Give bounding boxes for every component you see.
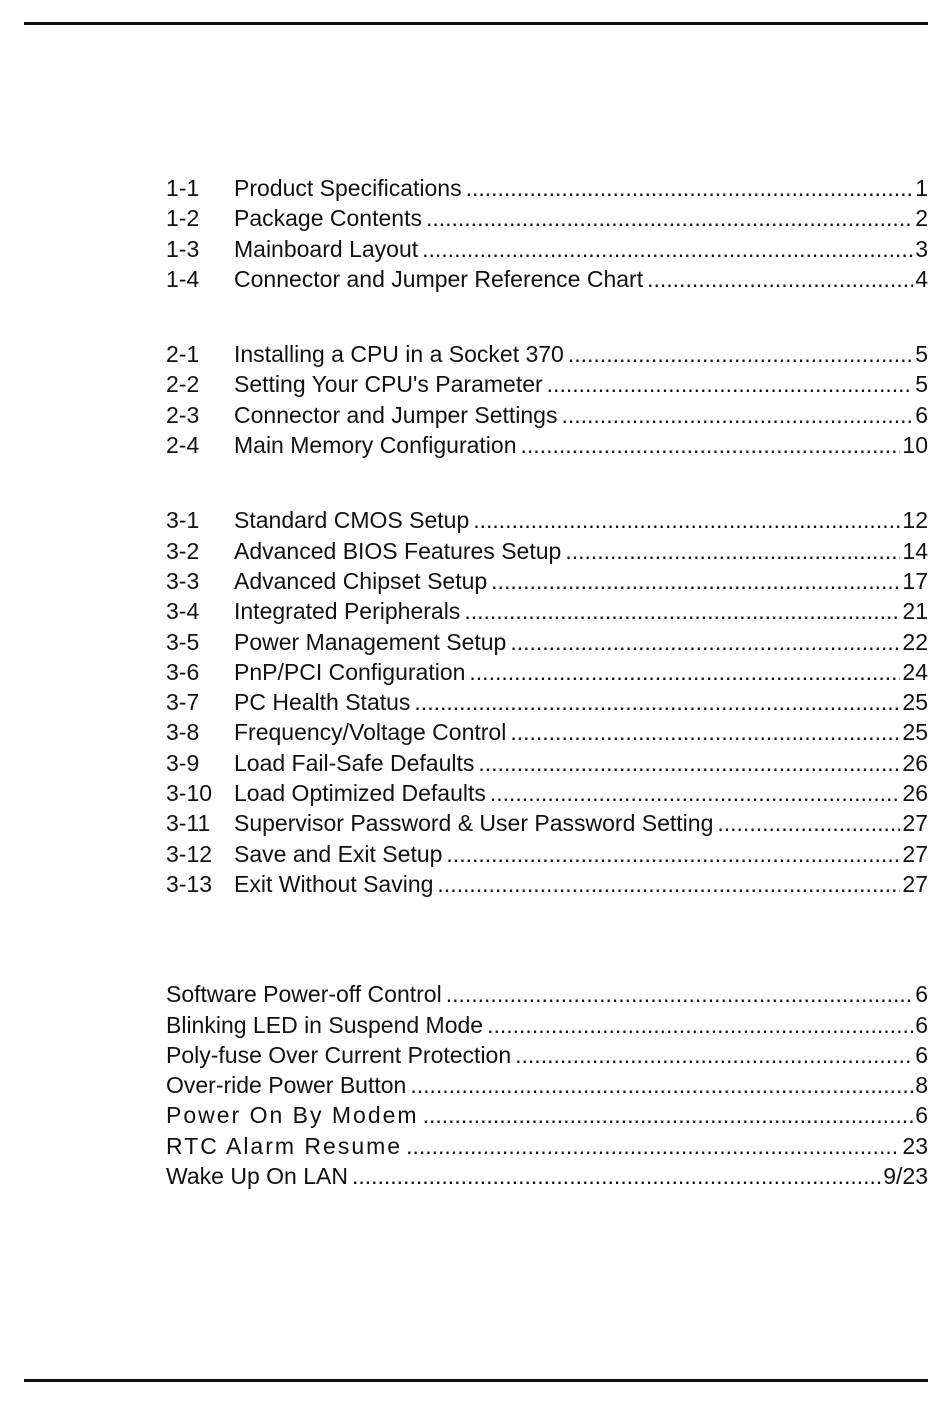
toc-entry-page: 5 — [915, 341, 928, 368]
top-rule — [24, 22, 928, 25]
toc-entry-page: 23 — [902, 1132, 928, 1159]
toc-entry-title: PnP/PCI Configuration — [234, 658, 466, 685]
toc-entry-number: 3-11 — [166, 810, 211, 837]
toc-entry-title: Exit Without Saving — [234, 870, 434, 897]
toc-entry[interactable] — [166, 869, 928, 899]
toc-entry[interactable] — [166, 203, 928, 233]
toc-entry-title: Standard CMOS Setup — [234, 507, 470, 534]
dot-leader — [561, 400, 913, 430]
toc-section-chapter2 — [166, 339, 928, 460]
dot-leader — [510, 627, 900, 657]
toc-entry-page: 17 — [902, 567, 928, 594]
toc-entry-number: 1-2 — [166, 205, 200, 232]
toc-entry-title: Wake Up On LAN — [166, 1163, 348, 1190]
toc-entry[interactable] — [166, 748, 928, 778]
toc-entry-page: 6 — [915, 1011, 928, 1038]
toc-entry[interactable] — [166, 596, 928, 626]
toc-entry-title: Power Management Setup — [234, 628, 507, 655]
dot-leader — [466, 173, 914, 203]
toc-entry-title: Package Contents — [234, 205, 422, 232]
toc-entry-number: 3-1 — [166, 507, 200, 534]
toc-entry-page: 25 — [902, 689, 928, 716]
toc-entry-title: Over-ride Power Button — [166, 1072, 407, 1099]
toc-entry-number: 3-13 — [166, 870, 213, 897]
toc-entry[interactable] — [166, 717, 928, 747]
toc-entry-title: Product Specifications — [234, 175, 462, 201]
toc-entry[interactable] — [166, 778, 928, 808]
section-spacer — [166, 460, 928, 505]
toc-entry-page: 9/23 — [883, 1163, 928, 1190]
toc-entry[interactable] — [166, 430, 928, 460]
dot-leader — [469, 657, 900, 687]
toc-entry-number: 1-1 — [166, 175, 200, 201]
toc-entry[interactable] — [166, 234, 928, 264]
toc-entry-number: 3-5 — [166, 628, 200, 655]
toc-entry-title: Software Power-off Control — [166, 981, 442, 1008]
dot-leader — [426, 203, 913, 233]
toc-entry-page: 6 — [915, 1041, 928, 1068]
toc-entry[interactable] — [166, 1070, 928, 1100]
toc-entry-page: 14 — [902, 537, 928, 564]
toc-entry[interactable] — [166, 339, 928, 369]
toc-entry-number: 3-7 — [166, 689, 200, 716]
dot-leader — [406, 1131, 900, 1161]
toc-entry[interactable] — [166, 627, 928, 657]
toc-entry-page: 10 — [902, 432, 928, 459]
toc-entry-title: Main Memory Configuration — [234, 432, 517, 459]
toc-entry-title: Frequency/Voltage Control — [234, 719, 507, 746]
toc-entry-page: 22 — [902, 628, 928, 655]
toc-entry-title: Poly-fuse Over Current Protection — [166, 1041, 512, 1068]
toc-entry-title: Advanced Chipset Setup — [234, 567, 488, 594]
toc-entry-title: Blinking LED in Suspend Mode — [166, 1011, 484, 1038]
toc-entry-number: 2-4 — [166, 432, 200, 459]
toc-entry-title: Power On By Modem — [166, 1102, 419, 1129]
toc-entry-page: 6 — [915, 981, 928, 1008]
toc-entry-page: 6 — [915, 1102, 928, 1129]
dot-leader — [446, 979, 914, 1009]
toc-entry-title: Load Optimized Defaults — [234, 780, 486, 807]
toc-entry-title: Connector and Jumper Reference Chart — [234, 265, 644, 292]
dot-leader — [490, 778, 901, 808]
dot-leader — [717, 808, 900, 838]
toc-entry-page: 27 — [902, 810, 928, 837]
toc-entry-title: Advanced BIOS Features Setup — [234, 537, 562, 564]
toc-entry-page: 3 — [915, 235, 928, 262]
dot-leader — [473, 505, 900, 535]
dot-leader — [423, 1100, 914, 1130]
toc-entry[interactable] — [166, 979, 928, 1009]
dot-leader — [410, 1070, 913, 1100]
toc-section-chapter1 — [166, 173, 928, 294]
toc-entry-number: 1-4 — [166, 265, 200, 292]
dot-leader — [446, 839, 900, 869]
toc-entry[interactable] — [166, 1131, 928, 1161]
toc-entry-number: 3-10 — [166, 780, 213, 807]
toc-entry-number: 3-8 — [166, 719, 200, 746]
dot-leader — [422, 234, 913, 264]
toc-entry[interactable] — [166, 1040, 928, 1070]
dot-leader — [565, 536, 900, 566]
toc-entry-page: 21 — [902, 598, 928, 625]
toc-entry-title: RTC Alarm Resume — [166, 1132, 403, 1159]
dot-leader — [647, 264, 913, 294]
toc-entry-title: Mainboard Layout — [234, 235, 419, 262]
toc-entry[interactable] — [166, 657, 928, 687]
bottom-rule — [24, 1379, 928, 1382]
toc-entry[interactable] — [166, 264, 928, 294]
toc-entry-page: 1 — [915, 175, 928, 201]
dot-leader — [352, 1161, 881, 1191]
toc-entry-title: Save and Exit Setup — [234, 840, 443, 867]
toc-entry-page: 25 — [902, 719, 928, 746]
dot-leader — [414, 687, 900, 717]
toc-entry-page: 8 — [915, 1072, 928, 1099]
toc-entry-page: 2 — [915, 205, 928, 232]
toc-entry-page: 12 — [902, 507, 928, 534]
toc-entry[interactable] — [166, 536, 928, 566]
toc-entry[interactable] — [166, 1161, 928, 1191]
toc-entry-number: 1-3 — [166, 235, 200, 262]
toc-entry[interactable] — [166, 1010, 928, 1040]
dot-leader — [515, 1040, 913, 1070]
toc-entry[interactable] — [166, 1100, 928, 1130]
toc-section-features — [166, 979, 928, 1191]
toc-entry-page: 6 — [915, 401, 928, 428]
dot-leader — [547, 369, 914, 399]
toc-entry[interactable] — [166, 505, 928, 535]
toc-entry-page: 26 — [902, 749, 928, 776]
dot-leader — [568, 339, 913, 369]
toc-entry-page: 4 — [915, 265, 928, 292]
toc-entry-number: 2-2 — [166, 371, 200, 398]
toc-entry-number: 2-3 — [166, 401, 200, 428]
toc-entry-title: PC Health Status — [234, 689, 411, 716]
toc-entry-number: 3-9 — [166, 749, 200, 776]
toc-entry[interactable] — [166, 808, 928, 838]
dot-leader — [464, 596, 900, 626]
toc-entry-number: 3-2 — [166, 537, 200, 564]
toc-entry-page: 5 — [915, 371, 928, 398]
section-spacer — [166, 899, 928, 979]
toc-entry-title: Load Fail-Safe Defaults — [234, 749, 475, 776]
toc-entry-page: 24 — [902, 658, 928, 685]
toc-entry-number: 3-12 — [166, 840, 213, 867]
toc-entry[interactable] — [166, 400, 928, 430]
toc-entry-number: 3-3 — [166, 567, 200, 594]
table-of-contents — [166, 173, 928, 1191]
toc-entry-title: Connector and Jumper Settings — [234, 401, 558, 428]
toc-entry[interactable] — [166, 369, 928, 399]
toc-section-chapter3 — [166, 505, 928, 899]
dot-leader — [521, 430, 901, 460]
section-spacer — [166, 294, 928, 339]
toc-entry[interactable] — [166, 687, 928, 717]
dot-leader — [491, 566, 900, 596]
toc-entry-title: Supervisor Password & User Password Setting — [234, 810, 714, 837]
toc-entry-title: Setting Your CPU's Parameter — [234, 371, 543, 398]
toc-entry-number: 3-6 — [166, 658, 200, 685]
dot-leader — [510, 717, 900, 747]
toc-entry[interactable] — [166, 173, 928, 203]
toc-entry-page: 26 — [902, 780, 928, 807]
dot-leader — [437, 869, 900, 899]
dot-leader — [487, 1010, 913, 1040]
toc-entry[interactable] — [166, 566, 928, 596]
toc-entry-number: 3-4 — [166, 598, 200, 625]
toc-entry-page: 27 — [902, 840, 928, 867]
toc-entry-title: Installing a CPU in a Socket 370 — [234, 341, 564, 368]
dot-leader — [478, 748, 900, 778]
toc-entry-title: Integrated Peripherals — [234, 598, 461, 625]
toc-entry-page: 27 — [902, 870, 928, 897]
toc-entry-number: 2-1 — [166, 341, 200, 368]
toc-entry[interactable] — [166, 839, 928, 869]
